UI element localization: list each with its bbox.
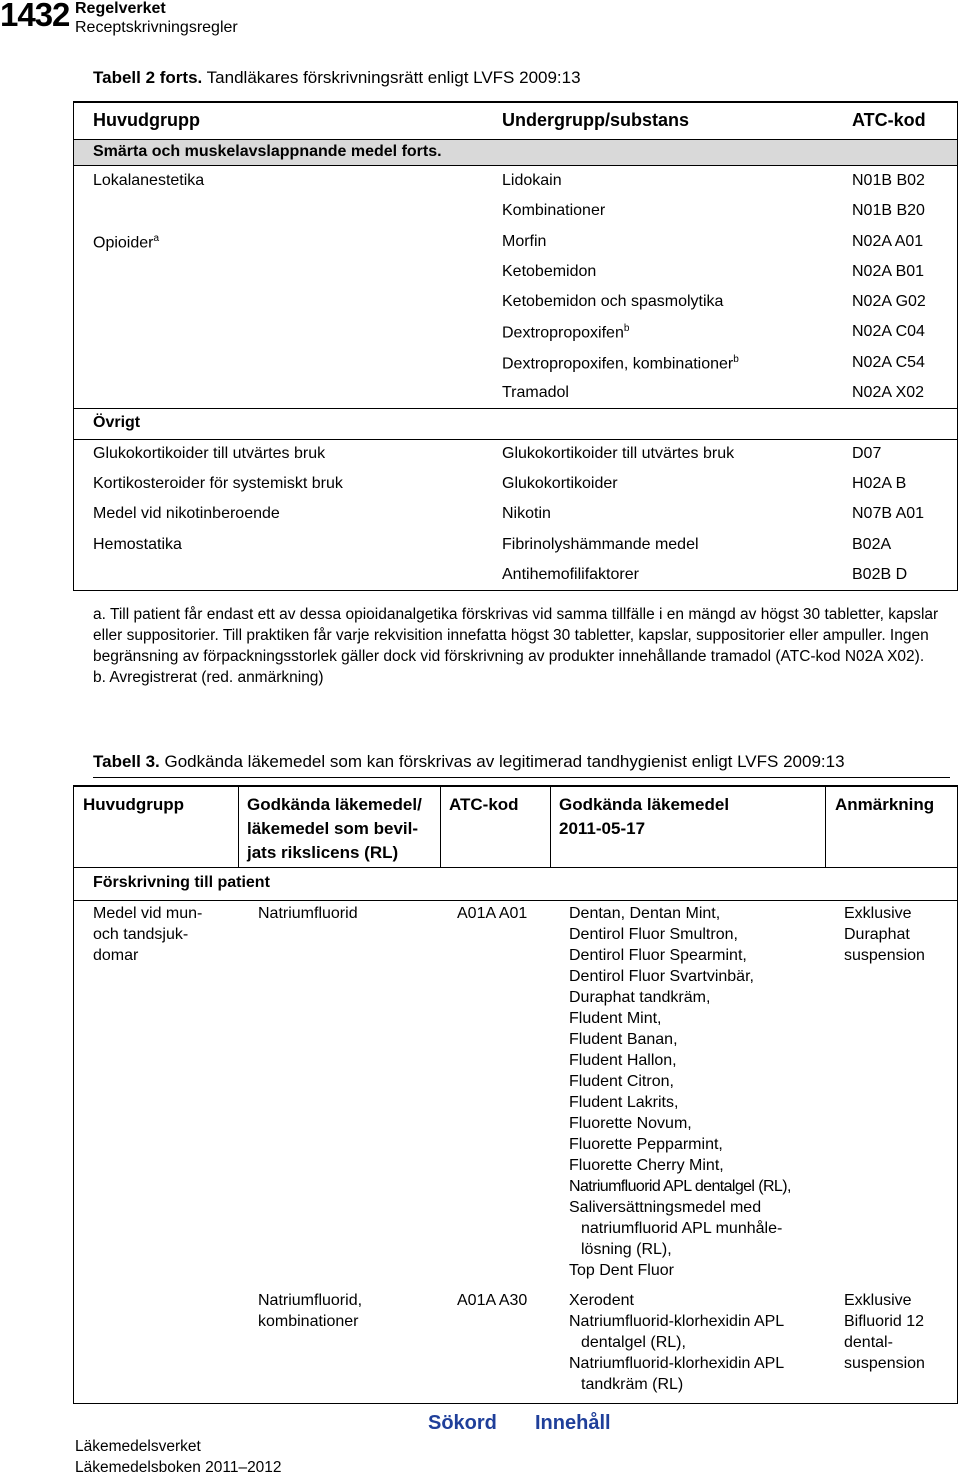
list-item: Natriumfluorid-klorhexidin APL (569, 1313, 785, 1330)
table2-header-group: Huvudgrupp (93, 110, 200, 130)
row-atc: N02A C04 (852, 323, 925, 340)
list-item: Fluorette Novum, (569, 1115, 692, 1132)
list-item: Saliversättningsmedel med (569, 1199, 762, 1216)
table3-col-divider (440, 785, 441, 867)
search-index-link[interactable]: Sökord (428, 1412, 497, 1434)
list-item: Natriumfluorid APL dentalgel (RL), (569, 1178, 791, 1195)
subsection-title: Receptskrivningsregler (75, 19, 238, 36)
row-substance: Kombinationer (502, 202, 606, 219)
table3-header-approved: Godkända läkemedel/ läkemedel som bevil- jats rikslicens (RL) (247, 795, 422, 862)
table2-caption (93, 68, 581, 88)
table3-caption-text: Godkända läkemedel som kan förskrivas av legitimerad tandhygienist enligt LVFS 2009:13 (159, 752, 845, 771)
table2-ovrigt-bottom-rule (73, 439, 958, 440)
row-substance: Dextropropoxifen$^b$ (502, 323, 630, 342)
row-substance: Lidokain (502, 172, 562, 189)
row-substance: Antihemofilifaktorer (502, 566, 639, 583)
table3-header-remark: Anmärkning (835, 795, 935, 814)
table3-section-rule (73, 900, 958, 901)
footer-publisher: Läkemedelsverket (75, 1438, 201, 1455)
table3-caption (93, 752, 845, 772)
row-atc: B02B D (852, 566, 908, 583)
list-item: Fluorette Pepparmint, (569, 1136, 723, 1153)
table2-section-heading-ovrigt: Övrigt (93, 414, 141, 431)
table2-section-heading: Smärta och muskelavslappnande medel forts. (93, 143, 442, 160)
list-item: Fludent Hallon, (569, 1052, 677, 1069)
list-item: Dentirol Fluor Spearmint, (569, 947, 747, 964)
list-item: dentalgel (RL), (581, 1334, 686, 1351)
list-item: Fludent Banan, (569, 1031, 678, 1048)
table2-left-border (73, 101, 74, 590)
row-group: Hemostatika (93, 536, 182, 553)
row-substance: Fibrinolyshämmande medel (502, 536, 699, 553)
table2-right-border (957, 101, 958, 590)
table2-section-rule (73, 165, 958, 166)
footnote-marker: b (623, 323, 630, 334)
footer-edition: Läkemedelsboken 2011–2012 (75, 1459, 282, 1476)
list-item: Fludent Lakrits, (569, 1094, 679, 1111)
table2-top-rule (73, 101, 958, 103)
list-item: natriumfluorid APL munhåle- (581, 1220, 783, 1237)
row-group: Kortikosteroider för systemiskt bruk (93, 475, 343, 492)
table2-footnotes (93, 604, 953, 688)
list-item: Fluorette Cherry Mint, (569, 1157, 724, 1174)
row-substance: Tramadol (502, 384, 569, 401)
table3-header-atc: ATC-kod (449, 795, 519, 814)
table3-header-group: Huvudgrupp (83, 795, 185, 814)
row-atc: N02A X02 (852, 384, 925, 401)
table3-caption-label: Tabell 3. (93, 752, 160, 771)
footnote-marker: a (153, 233, 160, 244)
table3-caption-rule (93, 777, 950, 778)
table3-right-border (957, 785, 958, 1403)
row-atc: B02A (852, 536, 892, 553)
list-item: Top Dent Fluor (569, 1262, 674, 1279)
footnote-marker: b (733, 354, 739, 365)
table3-left-border (73, 785, 74, 1403)
list-item: Duraphat tandkräm, (569, 989, 711, 1006)
list-item: lösning (RL), (581, 1241, 672, 1258)
row-substance: Dextropropoxifen, kombinationer$^b$ (502, 354, 739, 373)
table3-header-approved-2011: Godkända läkemedel 2011-05-17 (559, 795, 730, 838)
row-substance: Morfin (502, 233, 547, 250)
row-group: Medel vid mun- och tandsjuk- domar (93, 905, 203, 964)
row-substance: Ketobemidon (502, 263, 597, 280)
row-atc: D07 (852, 445, 882, 462)
row-atc: N02A C54 (852, 354, 925, 371)
page-number: 1432 (0, 0, 70, 33)
table2-ovrigt-rule (73, 408, 958, 409)
list-item: Fludent Citron, (569, 1073, 674, 1090)
list-item: Natriumfluorid-klorhexidin APL (569, 1355, 785, 1372)
table3-col-divider (238, 785, 239, 867)
table3-bottom-rule (73, 1403, 958, 1404)
row-group: Glukokortikoider till utvärtes bruk (93, 445, 326, 462)
table2-caption-label: Tabell 2 forts. (93, 68, 203, 87)
row-remark: Exklusive Bifluorid 12 dental- suspension (844, 1292, 925, 1372)
table3-col-divider (825, 785, 826, 867)
list-item: Fludent Mint, (569, 1010, 662, 1027)
row-group: Medel vid nikotinberoende (93, 505, 280, 522)
row-substance: Ketobemidon och spasmolytika (502, 293, 724, 310)
row-substance: Natriumfluorid (258, 905, 358, 922)
table2-header-atc: ATC-kod (852, 110, 926, 130)
row-atc: N02A B01 (852, 263, 925, 280)
row-atc: N01B B20 (852, 202, 925, 219)
list-item: Dentirol Fluor Svartvinbär, (569, 968, 754, 985)
table2-bottom-rule (73, 590, 958, 591)
table3-section-heading: Förskrivning till patient (93, 874, 270, 891)
section-title: Regelverket (75, 0, 166, 17)
row-atc: H02A B (852, 475, 907, 492)
row-atc: N02A G02 (852, 293, 926, 310)
row-atc: N02A A01 (852, 233, 924, 250)
row-substance: Nikotin (502, 505, 551, 522)
row-atc: A01A A30 (457, 1292, 528, 1309)
list-item: Dentirol Fluor Smultron, (569, 926, 738, 943)
row-group: Opioider$^a$ (93, 233, 160, 252)
row-atc: N01B B02 (852, 172, 925, 189)
table2-caption-text: Tandläkares förskrivningsrätt enligt LVFS 2009:13 (202, 68, 581, 87)
table3-header-rule (73, 867, 958, 868)
footnote-b: b. Avregistrerat (red. anmärkning) (93, 669, 324, 686)
row-remark: Exklusive Duraphat suspension (844, 905, 925, 964)
list-item: Xerodent (569, 1292, 634, 1309)
table2-header-rule (73, 139, 958, 140)
row-atc: A01A A01 (457, 905, 528, 922)
row-substance: Glukokortikoider till utvärtes bruk (502, 445, 735, 462)
row-substance: Natriumfluorid, kombinationer (258, 1292, 363, 1330)
row-products (569, 1290, 829, 1395)
row-products (569, 903, 829, 1281)
list-item: tandkräm (RL) (581, 1376, 684, 1393)
row-group: Lokalanestetika (93, 172, 205, 189)
table3-col-divider (550, 785, 551, 867)
table-of-contents-link[interactable]: Innehåll (535, 1412, 611, 1434)
table2-header-substance: Undergrupp/substans (502, 110, 690, 130)
row-atc: N07B A01 (852, 505, 925, 522)
list-item: Dentan, Dentan Mint, (569, 905, 721, 922)
footnote-a: a. Till patient får endast ett av dessa opioidanalgetika förskrivas vid samma tillfälle i en mängd av högst 30 tabletter, kapslar eller suppositorier. Till praktiken får varje rekvisition innefatta högst 30 tabletter, kapslar, suppositorier eller ampuller. Ingen begränsning av förpackningsstorlek gäller dock vid förskrivning av produkter innehållande tramadol (ATC-kod N02A X02). (93, 606, 939, 665)
row-substance: Glukokortikoider (502, 475, 618, 492)
